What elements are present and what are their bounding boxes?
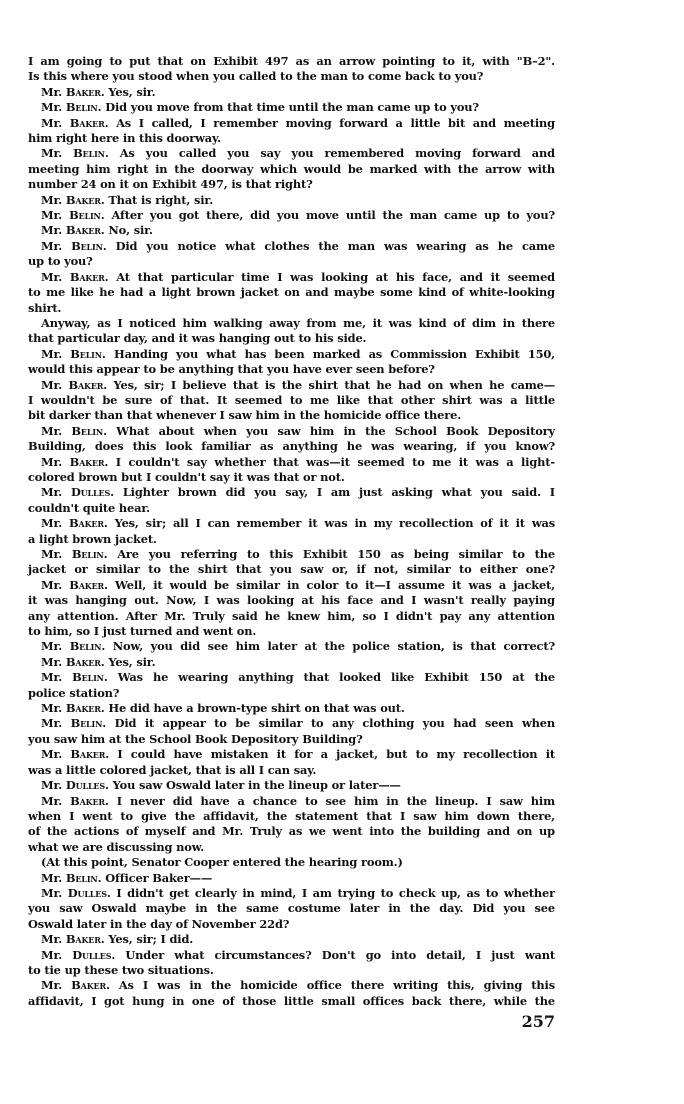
- text-line: [28, 501, 555, 516]
- line-text: Yes, sir.: [108, 84, 156, 99]
- text-line: [28, 532, 555, 547]
- line-text: Yes, sir.: [108, 654, 156, 669]
- line-text: You saw Oswald later in the lineup or later——: [112, 778, 401, 793]
- text-line: [28, 824, 555, 839]
- line-text: Yes, sir; all I can remember it was in my recollection of it it was: [114, 516, 555, 531]
- speaker-name: Belin.: [65, 870, 102, 885]
- line-text: As you called you say you remembered moving forward and: [119, 146, 555, 161]
- text-line: [28, 455, 555, 470]
- text-line: [28, 301, 555, 316]
- speaker-prefix: Mr.: [41, 516, 63, 531]
- text-line: [28, 316, 555, 331]
- speaker-prefix: Mr.: [41, 346, 63, 361]
- line-text: was a little colored jacket, that is all I can say.: [28, 762, 317, 777]
- text-line: [28, 177, 555, 192]
- line-text: that particular day, and it was hanging out to his side.: [28, 331, 367, 346]
- speaker-name: Baker.: [69, 516, 108, 531]
- line-text: Oswald later in the day of November 22d?: [28, 916, 290, 931]
- speaker-name: Baker.: [65, 654, 105, 669]
- speaker-prefix: Mr.: [41, 485, 63, 500]
- line-text: Well, it would be similar in color to it—I assume it was a jacket,: [115, 577, 555, 592]
- speaker-name: Dulles.: [67, 885, 111, 900]
- line-text: Anyway, as I noticed him walking away from me, it was kind of dim in there: [41, 315, 555, 330]
- text-line: [28, 54, 555, 69]
- speaker-name: Belin.: [70, 716, 107, 731]
- text-line: [28, 146, 555, 161]
- speaker-prefix: Mr.: [41, 670, 63, 685]
- speaker-name: Baker.: [65, 84, 105, 99]
- speaker-name: Baker.: [70, 747, 110, 762]
- line-text: him right here in this doorway.: [28, 131, 221, 146]
- line-text: what we are discussing now.: [28, 839, 205, 854]
- speaker-prefix: Mr.: [41, 978, 63, 993]
- line-text: After you got there, did you move until the man came up to you?: [111, 208, 555, 223]
- speaker-name: Belin.: [72, 670, 108, 685]
- text-line: [28, 254, 555, 269]
- text-line: [28, 378, 555, 393]
- line-text: What about when you saw him in the School Book Depository: [116, 423, 555, 438]
- speaker-prefix: Mr.: [41, 377, 63, 392]
- line-text: a light brown jacket.: [28, 531, 157, 546]
- line-text: Is this where you stood when you called to the man to come back to you?: [28, 69, 484, 84]
- text-line: [28, 100, 555, 115]
- speaker-prefix: Mr.: [41, 577, 63, 592]
- speaker-name: Baker.: [70, 793, 109, 808]
- speaker-name: Baker.: [65, 192, 105, 207]
- line-text: He did have a brown-type shirt on that was out.: [108, 701, 405, 716]
- line-text: couldn't quite hear.: [28, 500, 150, 515]
- speaker-name: Baker.: [65, 701, 105, 716]
- text-line: [28, 470, 555, 485]
- speaker-prefix: Mr.: [41, 639, 63, 654]
- speaker-prefix: Mr.: [41, 701, 63, 716]
- text-line: [28, 686, 555, 701]
- text-line: [28, 547, 555, 562]
- line-text: jacket or similar to the shirt that you saw or, if not, similar to either one?: [28, 562, 555, 577]
- text-line: [28, 840, 555, 855]
- speaker-prefix: Mr.: [41, 778, 63, 793]
- page-number: 257: [521, 1012, 555, 1031]
- speaker-prefix: Mr.: [41, 84, 63, 99]
- text-line: [28, 424, 555, 439]
- line-text: you saw Oswald maybe in the same costume later in the day. Did you see: [28, 901, 555, 916]
- line-text: No, sir.: [108, 223, 153, 238]
- speaker-name: Baker.: [69, 269, 109, 284]
- line-text: Yes, sir; I believe that is the shirt that he had on when he came—: [113, 377, 555, 392]
- text-line: [28, 85, 555, 100]
- text-line: [28, 562, 555, 577]
- speaker-name: Dulles.: [71, 485, 114, 500]
- text-line: [28, 855, 555, 870]
- text-line: [28, 408, 555, 423]
- speaker-prefix: Mr.: [41, 423, 63, 438]
- text-line: [28, 193, 555, 208]
- speaker-prefix: Mr.: [41, 115, 63, 130]
- speaker-prefix: Mr.: [41, 747, 63, 762]
- speaker-name: Baker.: [69, 577, 108, 592]
- speaker-prefix: Mr.: [41, 192, 63, 207]
- speaker-name: Belin.: [70, 346, 106, 361]
- line-text: it was hanging out. Now, I was looking at his face and I wasn't really paying: [28, 593, 555, 608]
- text-line: [28, 716, 555, 731]
- line-text: Building, does this look familiar as anything he was wearing, if you know?: [28, 439, 555, 454]
- line-text: That is right, sir.: [108, 192, 214, 207]
- text-line: [28, 701, 555, 716]
- text-line: [28, 639, 555, 654]
- line-text: Did it appear to be similar to any clothing you had seen when: [114, 716, 555, 731]
- text-line: [28, 516, 555, 531]
- speaker-name: Baker.: [65, 932, 105, 947]
- line-text: As I was in the homicide office there writing this, giving this: [118, 978, 555, 993]
- line-text: As I called, I remember moving forward a little bit and meeting: [116, 115, 555, 130]
- speaker-prefix: Mr.: [41, 208, 63, 223]
- speaker-name: Baker.: [71, 978, 110, 993]
- speaker-prefix: Mr.: [41, 100, 63, 115]
- text-line: [28, 331, 555, 346]
- text-line: [28, 871, 555, 886]
- text-line: [28, 347, 555, 362]
- line-text: shirt.: [28, 300, 62, 315]
- line-text: bit darker than that whenever I saw him in the homicide office there.: [28, 408, 462, 423]
- speaker-name: Belin.: [73, 146, 109, 161]
- line-text: I never did have a chance to see him in the lineup. I saw him: [116, 793, 555, 808]
- speaker-prefix: Mr.: [41, 238, 63, 253]
- line-text: Handing you what has been marked as Commission Exhibit 150,: [113, 346, 555, 361]
- speaker-prefix: Mr.: [41, 932, 63, 947]
- speaker-name: Baker.: [68, 377, 108, 392]
- text-line: [28, 670, 555, 685]
- speaker-name: Baker.: [69, 454, 109, 469]
- text-line: [28, 994, 555, 1009]
- line-text: affidavit, I got hung in one of those little small offices back there, while the: [28, 993, 555, 1008]
- line-text: Now, you did see him later at the police station, is that correct?: [112, 639, 555, 654]
- text-line: [28, 732, 555, 747]
- text-line: [28, 208, 555, 223]
- text-line: [28, 223, 555, 238]
- speaker-name: Baker.: [69, 115, 109, 130]
- text-line: [28, 763, 555, 778]
- transcript-page-body: [28, 54, 555, 1009]
- line-text: I am going to put that on Exhibit 497 as an arrow pointing to it, with "B–2".: [28, 54, 555, 68]
- text-line: [28, 624, 555, 639]
- line-text: Yes, sir; I did.: [108, 932, 194, 947]
- speaker-name: Belin.: [71, 547, 108, 561]
- line-text: meeting him right in the doorway which would be marked with the arrow with: [28, 161, 555, 176]
- text-line: [28, 963, 555, 978]
- speaker-prefix: Mr.: [41, 654, 63, 669]
- text-line: [28, 932, 555, 947]
- line-text: any attention. After Mr. Truly said he knew him, so I didn't pay any attention: [28, 608, 555, 623]
- line-text: of the actions of myself and Mr. Truly as we went into the building and on up: [28, 824, 555, 839]
- line-text: you saw him at the School Book Depository Building?: [28, 731, 363, 746]
- speaker-prefix: Mr.: [41, 269, 63, 284]
- text-line: [28, 655, 555, 670]
- speaker-prefix: Mr.: [41, 454, 63, 469]
- text-line: [28, 747, 555, 762]
- line-text: police station?: [28, 685, 120, 700]
- line-text: Did you move from that time until the man came up to you?: [105, 100, 479, 115]
- text-line: [28, 901, 555, 916]
- text-line: [28, 362, 555, 377]
- speaker-name: Dulles.: [65, 778, 109, 793]
- speaker-prefix: Mr.: [41, 223, 63, 238]
- text-line: [28, 778, 555, 793]
- speaker-prefix: Mr.: [41, 793, 63, 808]
- line-text: Was he wearing anything that looked like Exhibit 150 at the: [117, 670, 555, 685]
- speaker-prefix: Mr.: [41, 146, 63, 161]
- speaker-name: Belin.: [71, 238, 107, 253]
- text-line: [28, 978, 555, 993]
- text-line: [28, 593, 555, 608]
- text-line: [28, 485, 555, 500]
- text-line: [28, 285, 555, 300]
- text-line: [28, 69, 555, 84]
- line-text: I could have mistaken it for a jacket, but to my recollection it: [117, 747, 555, 762]
- speaker-name: Baker.: [65, 223, 105, 238]
- line-text: when I went to give the affidavit, the statement that I saw him down there,: [28, 808, 555, 823]
- line-text: would this appear to be anything that you have ever seen before?: [28, 362, 435, 377]
- speaker-name: Belin.: [65, 100, 102, 115]
- text-line: [28, 393, 555, 408]
- line-text: to tie up these two situations.: [28, 962, 214, 977]
- line-text: to me like he had a light brown jacket on and maybe some kind of white-looking: [28, 285, 555, 300]
- line-text: I didn't get clearly in mind, I am trying to check up, as to whether: [116, 885, 555, 900]
- text-line: [28, 794, 555, 809]
- text-line: [28, 239, 555, 254]
- line-text: up to you?: [28, 254, 93, 269]
- line-text: to him, so I just turned and went on.: [28, 624, 257, 639]
- text-line: [28, 609, 555, 624]
- line-text: (At this point, Senator Cooper entered the hearing room.): [41, 855, 403, 870]
- text-line: [28, 917, 555, 932]
- text-line: [28, 809, 555, 824]
- speaker-prefix: Mr.: [41, 947, 63, 962]
- line-text: Lighter brown did you say, I am just asking what you said. I: [122, 485, 555, 500]
- speaker-name: Belin.: [69, 208, 105, 223]
- speaker-name: Belin.: [71, 423, 107, 438]
- speaker-name: Dulles.: [72, 947, 116, 962]
- line-text: Under what circumstances? Don't go into detail, I just want: [125, 947, 555, 962]
- text-line: [28, 270, 555, 285]
- line-text: Did you notice what clothes the man was wearing as he came: [115, 238, 555, 253]
- line-text: number 24 on it on Exhibit 497, is that right?: [28, 177, 313, 192]
- text-line: [28, 116, 555, 131]
- speaker-prefix: Mr.: [41, 716, 63, 731]
- speaker-name: Belin.: [69, 639, 106, 654]
- line-text: I couldn't say whether that was—it seemed to me it was a light-: [115, 454, 555, 469]
- text-line: [28, 578, 555, 593]
- text-line: [28, 131, 555, 146]
- speaker-prefix: Mr.: [41, 885, 63, 900]
- line-text: At that particular time I was looking at his face, and it seemed: [116, 269, 555, 284]
- line-text: I wouldn't be sure of that. It seemed to me like that other shirt was a little: [28, 392, 555, 407]
- text-line: [28, 886, 555, 901]
- speaker-prefix: Mr.: [41, 870, 63, 885]
- line-text: colored brown but I couldn't say it was that or not.: [28, 469, 345, 484]
- speaker-prefix: Mr.: [41, 547, 63, 561]
- line-text: Are you referring to this Exhibit 150 as being similar to the: [117, 547, 555, 561]
- line-text: Officer Baker——: [105, 870, 213, 885]
- text-line: [28, 439, 555, 454]
- text-line: [28, 162, 555, 177]
- text-line: [28, 948, 555, 963]
